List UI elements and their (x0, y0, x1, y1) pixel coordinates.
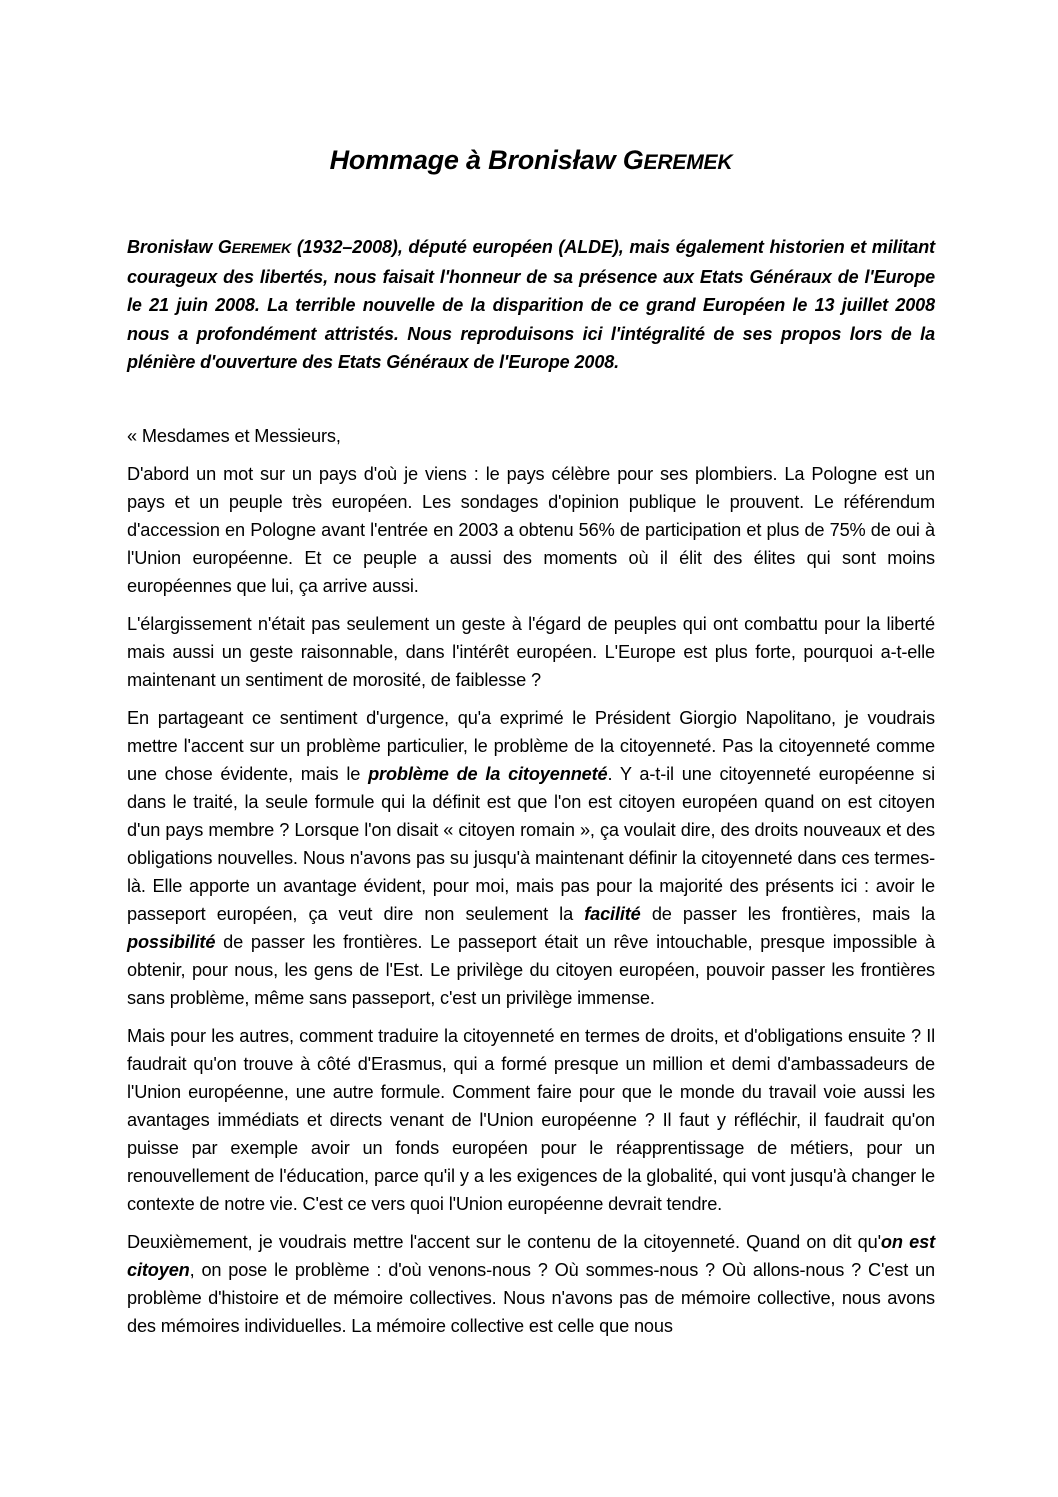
text-run: . Y a-t-il une citoyenneté européenne si dans le traité, la seule formule qui la définit est que l'on est citoyen européen quand on est citoyen d'un pays membre ? Lorsque l'on disait « citoyen romain », ça voulait dire, des droits nouveaux et des obligations nouvelles. Nous n'avons pas su jusqu'à maintenant définir la citoyenneté dans ces termes-là. Elle apporte un avantage évident, pour moi, mais pas pour la majorité des présents ici : avoir le passeport européen, ça veut dire non seulement la (127, 763, 935, 924)
paragraph (127, 422, 935, 450)
text-run: En partageant ce sentiment d'urgence, qu'a exprimé le Président Giorgio Napolitano, je voudrais mettre l'accent sur un problème particulier, le problème de la citoyenneté. Pas la citoyenneté comme une chose évidente, mais le (127, 707, 935, 784)
smallcaps-text: G (217, 237, 232, 257)
text-run: Deuxièmement, je voudrais mettre l'accent sur le contenu de la citoyenneté. Quand on dit qu' (127, 1231, 881, 1252)
paragraph (127, 460, 935, 600)
text-run: Bronisław (127, 237, 218, 257)
text-run: , on pose le problème : d'où venons-nous ? Où sommes-nous ? Où allons-nous ? C'est un problème d'histoire et de mémoire collectives. Nous n'avons pas de mémoire collective, nous avons des mémoires individuelles. La mémoire collective est celle que nous (127, 1259, 935, 1336)
intro-paragraph (127, 233, 935, 377)
document-title (127, 0, 935, 180)
text-run: (1932–2008), député européen (ALDE), mais également historien et militant courageux des libertés, nous faisait l'honneur de sa présence aux Etats Généraux de l'Europe le 21 juin 2008. La terrible nouvelle de la disparition de ce grand Européen le 13 juillet 2008 nous a profondément attristés. Nous reproduisons ici l'intégralité de ses propos lors de la plénière d'ouverture des Etats Généraux de l'Europe 2008. (127, 237, 935, 372)
text-run: de passer les frontières, mais la (640, 903, 935, 924)
paragraph (127, 704, 935, 1012)
smallcaps-text: EREMEK (231, 240, 292, 256)
paragraphs-container (127, 422, 935, 1340)
paragraph (127, 1022, 935, 1218)
paragraph (127, 1228, 935, 1340)
emphasized-text: possibilité (127, 931, 216, 952)
text-run: L'élargissement n'était pas seulement un geste à l'égard de peuples qui ont combattu pour la liberté mais aussi un geste raisonnable, dans l'intérêt européen. L'Europe est plus forte, pourquoi a-t-elle maintenant un sentiment de morosité, de faiblesse ? (127, 613, 935, 690)
smallcaps-text: G (622, 145, 644, 175)
page-content (127, 0, 935, 1350)
emphasized-text: facilité (584, 903, 641, 924)
smallcaps-text: EREMEK (643, 151, 733, 174)
text-run: « Mesdames et Messieurs, (127, 425, 341, 446)
paragraph (127, 610, 935, 694)
text-run: de passer les frontières. Le passeport était un rêve intouchable, presque impossible à obtenir, pour nous, les gens de l'Est. Le privilège du citoyen européen, pouvoir passer les frontières sans problème, même sans passeport, c'est un privilège immense. (127, 931, 935, 1008)
emphasized-text: on est citoyen (127, 1231, 935, 1280)
text-run: D'abord un mot sur un pays d'où je viens : le pays célèbre pour ses plombiers. La Pologne est un pays et un peuple très européen. Les sondages d'opinion publique le prouvent. Le référendum d'accession en Pologne avant l'entrée en 2003 a obtenu 56% de participation et plus de 75% de oui à l'Union européenne. Et ce peuple a aussi des moments où il élit des élites qui sont moins européennes que lui, ça arrive aussi. (127, 463, 935, 596)
text-run: Mais pour les autres, comment traduire la citoyenneté en termes de droits, et d'obligations ensuite ? Il faudrait qu'on trouve à côté d'Erasmus, qui a formé presque un million et demi d'ambassadeurs de l'Union européenne, une autre formule. Comment faire pour que le monde du travail voie aussi les avantages immédiats et directs venant de l'Union européenne ? Il faut y réfléchir, il faudrait qu'on puisse par exemple avoir un fonds européen pour le réapprentissage de métiers, pour un renouvellement de l'éducation, parce qu'il y a les exigences de la globalité, qui vont jusqu'à changer le contexte de notre vie. C'est ce vers quoi l'Union européenne devrait tendre. (127, 1025, 935, 1214)
text-run: Hommage à Bronisław (329, 145, 623, 175)
emphasized-text: problème de la citoyenneté (368, 763, 608, 784)
